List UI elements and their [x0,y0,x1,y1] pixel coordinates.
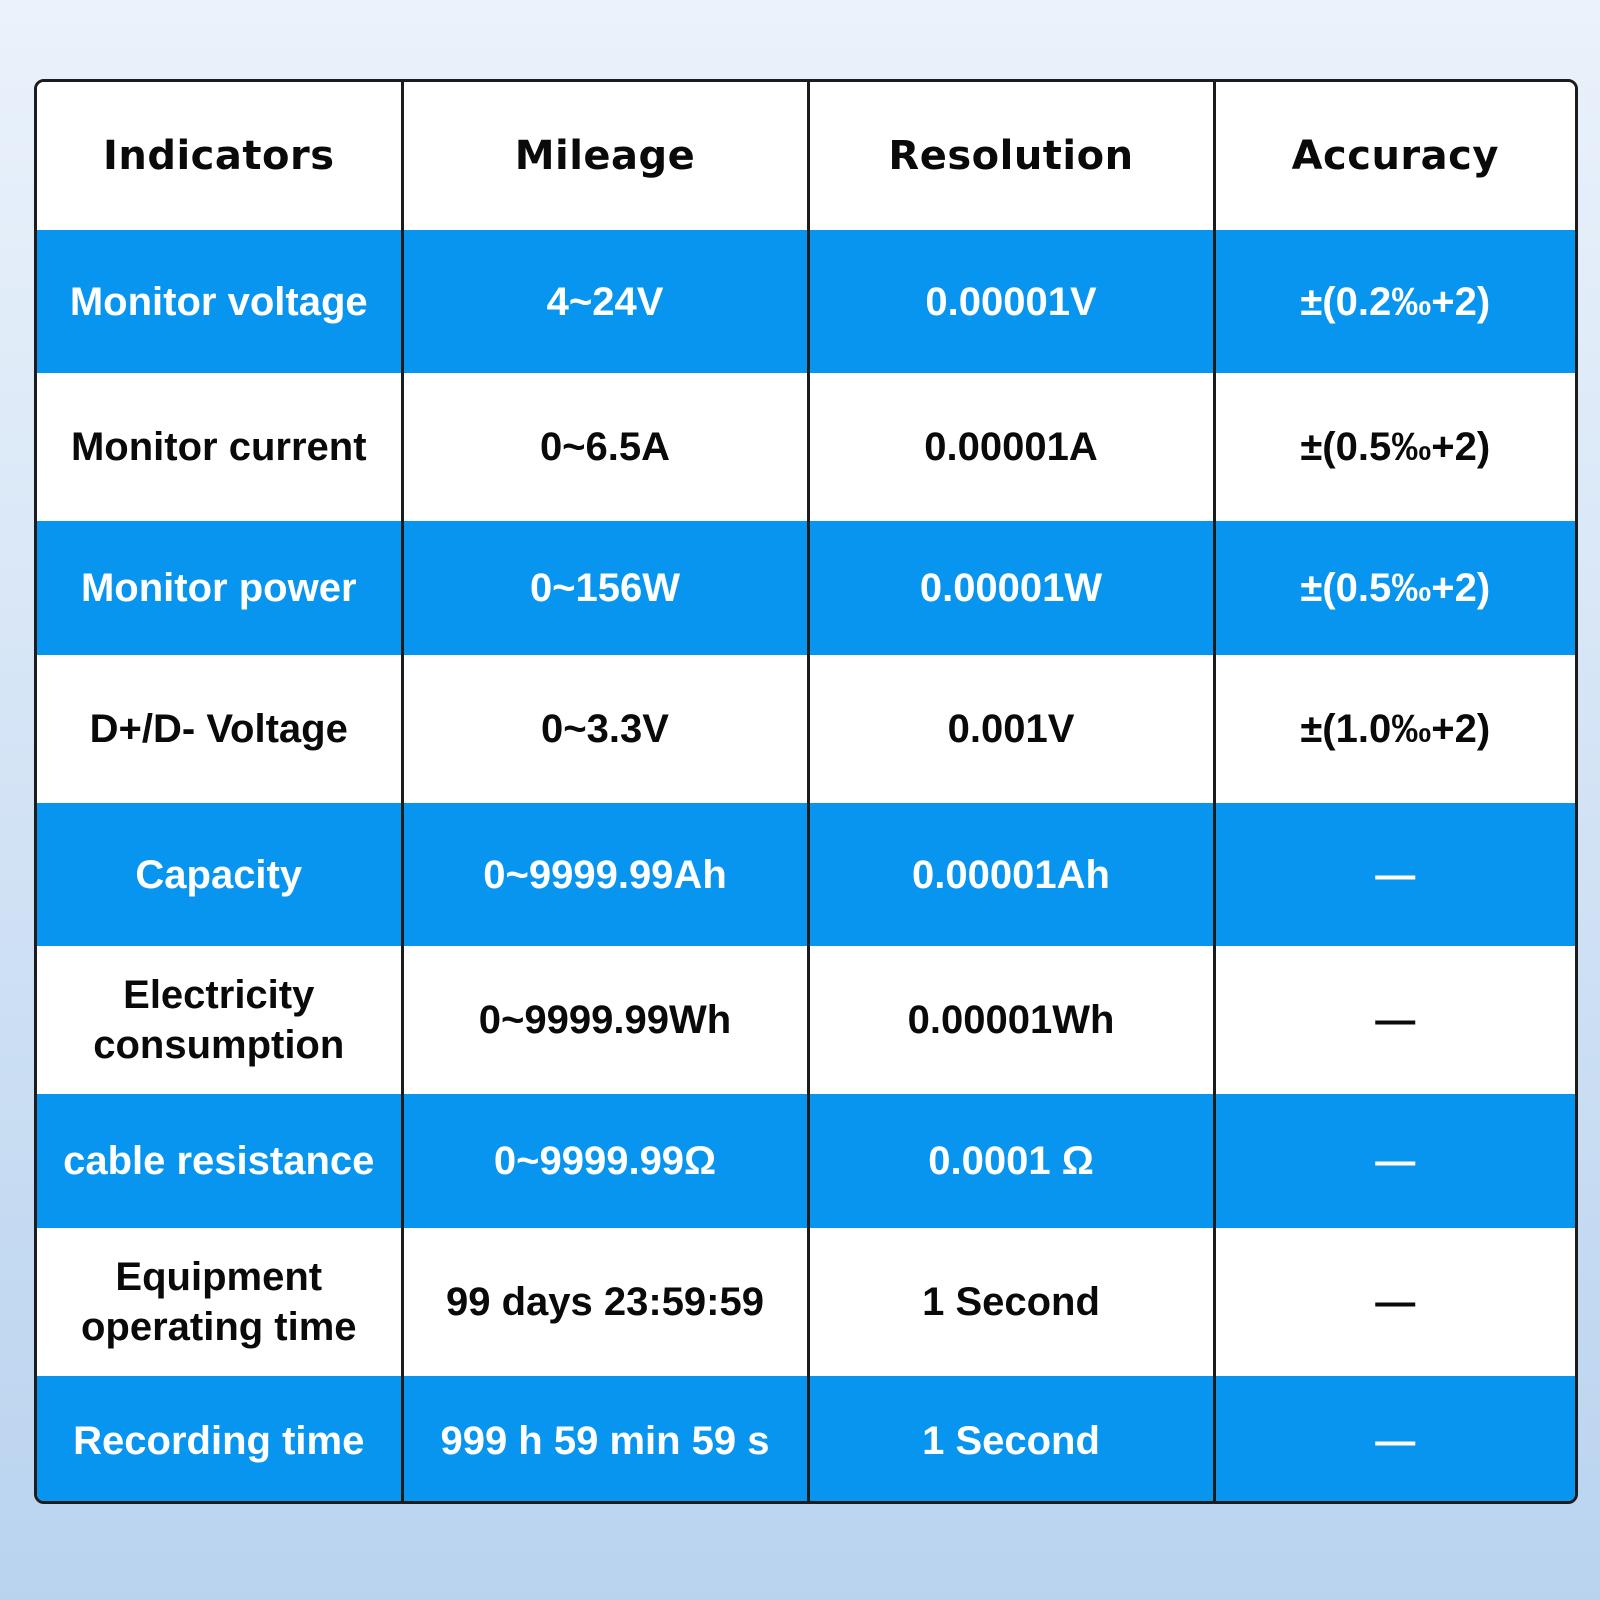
resolution-cell: 0.00001W [808,521,1214,655]
accuracy-cell: — [1214,803,1575,946]
mileage-cell: 0~9999.99Ah [402,803,808,946]
resolution-cell: 1 Second [808,1376,1214,1504]
resolution-cell: 0.00001Wh [808,946,1214,1094]
table-row [37,373,1575,521]
indicator-cell: Electricity consumption [37,946,402,1094]
indicator-cell: cable resistance [37,1094,402,1228]
indicator-cell: Capacity [37,803,402,946]
mileage-cell: 0~9999.99Ω [402,1094,808,1228]
table-row [37,521,1575,655]
indicator-cell: Equipment operating time [37,1228,402,1376]
spec-table-container [34,79,1578,1504]
accuracy-cell: — [1214,1094,1575,1228]
mileage-cell: 0~6.5A [402,373,808,521]
resolution-cell: 0.00001Ah [808,803,1214,946]
resolution-cell: 0.00001V [808,230,1214,373]
spec-table [37,82,1575,1504]
table-header-row [37,82,1575,230]
resolution-cell: 0.001V [808,655,1214,803]
indicator-cell: Monitor power [37,521,402,655]
indicator-cell: D+/D- Voltage [37,655,402,803]
mileage-cell: 999 h 59 min 59 s [402,1376,808,1504]
table-row [37,803,1575,946]
resolution-cell: 0.00001A [808,373,1214,521]
table-row [37,1376,1575,1504]
table-row [37,655,1575,803]
table-row [37,230,1575,373]
table-row [37,1094,1575,1228]
indicator-cell: Monitor voltage [37,230,402,373]
resolution-cell: 1 Second [808,1228,1214,1376]
accuracy-cell: ±(0.5‰+2) [1214,373,1575,521]
table-row [37,946,1575,1094]
mileage-cell: 0~9999.99Wh [402,946,808,1094]
header-mileage: Mileage [402,82,808,230]
table-row [37,1228,1575,1376]
indicator-cell: Recording time [37,1376,402,1504]
header-accuracy: Accuracy [1214,82,1575,230]
header-indicators: Indicators [37,82,402,230]
mileage-cell: 0~156W [402,521,808,655]
resolution-cell: 0.0001 Ω [808,1094,1214,1228]
mileage-cell: 99 days 23:59:59 [402,1228,808,1376]
accuracy-cell: — [1214,946,1575,1094]
accuracy-cell: — [1214,1228,1575,1376]
accuracy-cell: — [1214,1376,1575,1504]
header-resolution: Resolution [808,82,1214,230]
mileage-cell: 0~3.3V [402,655,808,803]
indicator-cell: Monitor current [37,373,402,521]
accuracy-cell: ±(0.5‰+2) [1214,521,1575,655]
accuracy-cell: ±(1.0‰+2) [1214,655,1575,803]
accuracy-cell: ±(0.2‰+2) [1214,230,1575,373]
mileage-cell: 4~24V [402,230,808,373]
